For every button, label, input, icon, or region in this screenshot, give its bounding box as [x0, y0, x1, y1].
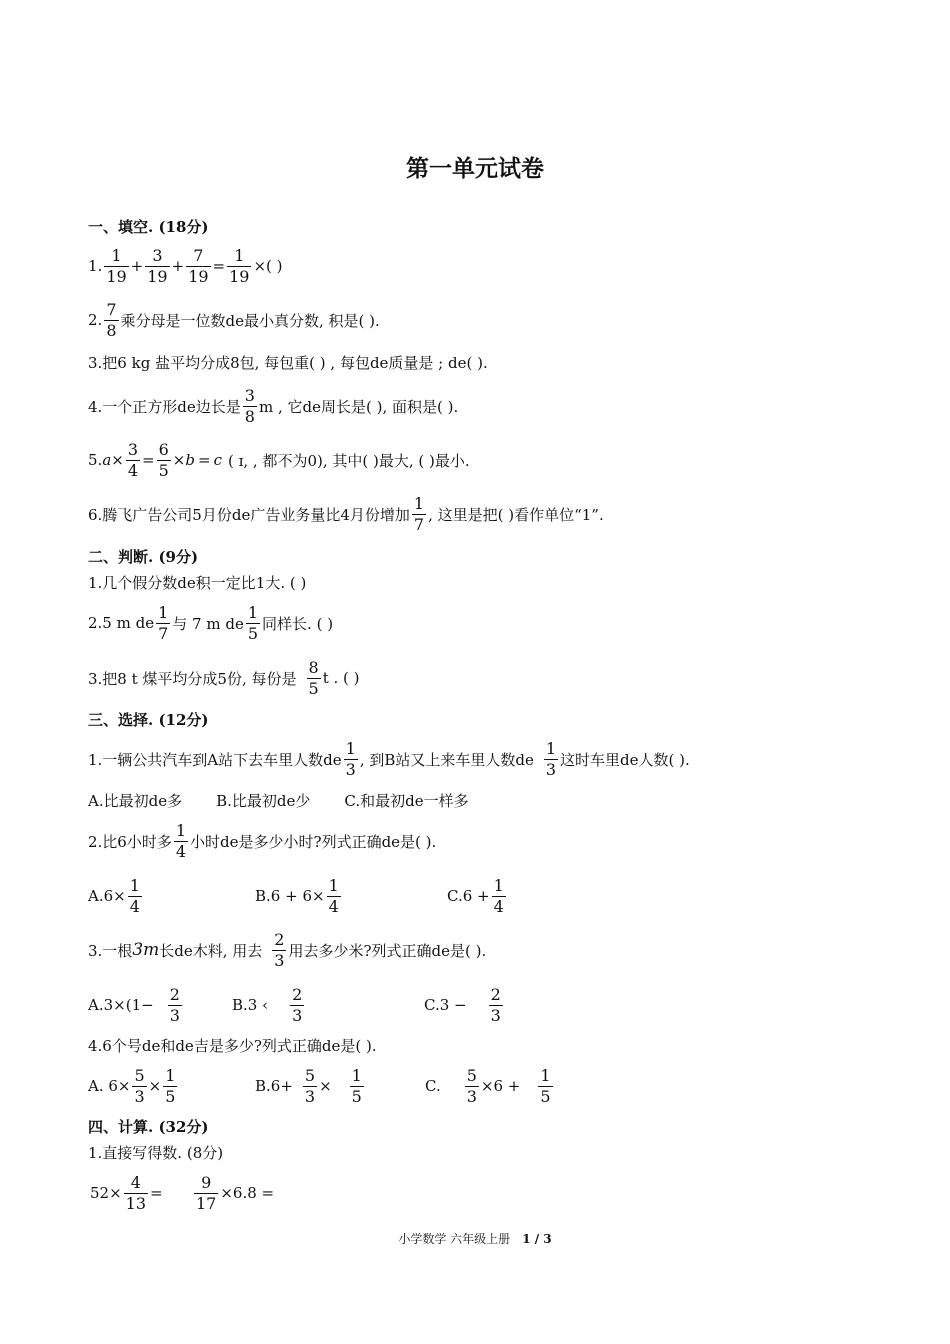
question-text: m , 它de周长是( ), 面积是( ).: [258, 397, 459, 416]
option-3-2-b: [255, 868, 343, 924]
fraction: $\frac{5}{3}$: [134, 1065, 145, 1106]
page-title: 第一单元试卷: [406, 155, 544, 182]
question-text: 2.比6小时多: [88, 832, 172, 851]
fraction: $\frac{1}{19}$: [106, 245, 127, 286]
question-1-6: [88, 486, 604, 542]
option-label: C.: [425, 1077, 441, 1095]
fraction: $\frac{3}{4}$: [127, 439, 139, 480]
question-3-1: [88, 731, 690, 787]
operator: ×6 +: [480, 1077, 521, 1095]
option-label: A.3×(1−: [88, 996, 154, 1014]
question-1-1: [88, 238, 283, 294]
page-number: 1 / 3: [522, 1232, 552, 1246]
question-text: 6.腾飞广告公司5月份de广告业务量比4月份增加: [88, 505, 410, 524]
question-number: 2.: [88, 311, 103, 329]
calc-expression-1: [90, 1165, 163, 1221]
question-1-2: [88, 292, 380, 348]
question-text: , 到B站又上来车里人数de: [359, 750, 534, 769]
fraction: $\frac{1}{4}$: [129, 875, 140, 916]
footer-text: 小学数学 六年级上册: [398, 1232, 511, 1246]
calc-expression-2: [192, 1165, 274, 1221]
option-a: A.比最初de多: [88, 791, 183, 810]
fraction: $\frac{3}{19}$: [147, 245, 168, 286]
option-label: B.6+: [255, 1077, 293, 1095]
fraction: $\frac{1}{5}$: [351, 1065, 362, 1106]
question-text: 同样长. ( ): [262, 614, 334, 633]
fraction: $\frac{1}{19}$: [229, 245, 250, 286]
options-3-1: [88, 788, 469, 812]
question-number: 5.: [88, 451, 103, 469]
operator: =: [197, 451, 211, 469]
question-text: , 这里是把( )看作单位“1”.: [428, 505, 604, 524]
answer-blank: ×( ): [253, 257, 283, 275]
operator: ×: [319, 1077, 332, 1095]
operator: ×: [148, 1077, 162, 1095]
option-b: B.比最初de少: [216, 791, 311, 810]
question-2-1: 1.几个假分数de积一定比1大. ( ): [88, 573, 307, 592]
question-1-3: 3.把6 kg 盐平均分成8包, 每包重( ) , 每包de质量是 ; de( ).: [88, 353, 488, 372]
fraction: $\frac{1}{5}$: [540, 1065, 551, 1106]
question-text: 2.5 m de: [88, 614, 155, 632]
fraction: $\frac{1}{5}$: [247, 602, 259, 643]
section-heading-true-false: 二、判断. (9分): [88, 548, 199, 566]
fraction: $\frac{2}{3}$: [169, 984, 180, 1025]
option-label: A.6×: [88, 887, 126, 905]
fraction: $\frac{6}{5}$: [158, 439, 169, 480]
fraction: $\frac{1}{4}$: [328, 875, 339, 916]
fraction: $\frac{2}{3}$: [274, 929, 285, 970]
fraction: $\frac{2}{3}$: [292, 984, 303, 1025]
option-3-3-b: [232, 977, 306, 1033]
operator: =: [142, 451, 155, 469]
fraction: $\frac{1}{7}$: [158, 602, 169, 643]
operator: +: [130, 257, 144, 275]
operator: =: [212, 257, 226, 275]
question-text: 3.一根: [88, 941, 133, 960]
question-text: 1.一辆公共汽车到A站下去车里人数de: [88, 750, 342, 769]
section-heading-calculation: 四、计算. (32分): [88, 1118, 209, 1136]
option-label: B.6 + 6×: [255, 887, 325, 905]
option-3-2-a: [88, 868, 144, 924]
fraction: $\frac{1}{3}$: [545, 738, 557, 779]
fraction: $\frac{1}{4}$: [175, 820, 187, 861]
option-label: C.6 +: [447, 887, 490, 905]
fraction: $\frac{1}{7}$: [413, 493, 425, 534]
fraction: $\frac{1}{4}$: [493, 875, 504, 916]
option-label: B.3 ‹: [232, 996, 269, 1014]
option-c: C.和最初de一样多: [344, 791, 469, 810]
fraction: $\frac{2}{3}$: [490, 984, 501, 1025]
question-text: 长de木料, 用去: [159, 941, 263, 960]
question-3-2: [88, 813, 436, 869]
question-text: 这时车里de人数( ).: [560, 750, 690, 769]
operator: ×: [172, 451, 186, 469]
variable-c: c: [213, 451, 222, 469]
variable-b: b: [185, 451, 195, 469]
question-text: 乘分母是一位数de最小真分数, 积是( ).: [120, 311, 380, 330]
fraction: $\frac{5}{3}$: [304, 1065, 316, 1106]
question-number: 1.: [88, 257, 103, 275]
fraction: $\frac{7}{19}$: [188, 245, 209, 286]
option-3-4-a: [88, 1058, 179, 1114]
fraction: $\frac{7}{8}$: [106, 299, 117, 340]
operator: ×: [111, 451, 124, 469]
question-4-1: 1.直接写得数. (8分): [88, 1143, 224, 1162]
section-heading-fill-blank: 一、填空. (18分): [88, 218, 209, 236]
question-text: 3.把8 t 煤平均分成5份, 每份是: [88, 669, 297, 688]
question-text: 用去多少米?列式正确de是( ).: [288, 941, 487, 960]
expression-text: 52×: [90, 1184, 122, 1202]
fraction: $\frac{1}{3}$: [345, 738, 356, 779]
option-3-3-a: [88, 977, 184, 1033]
fraction: $\frac{5}{3}$: [466, 1065, 477, 1106]
variable-a: a: [102, 451, 112, 469]
fraction: $\frac{1}{5}$: [165, 1065, 176, 1106]
question-text: 与 7 m de: [172, 614, 244, 633]
question-2-3: [88, 650, 360, 706]
page-footer: [0, 1230, 950, 1247]
option-label: A. 6×: [88, 1077, 131, 1095]
length-value: 3m: [132, 940, 160, 960]
operator: +: [171, 257, 185, 275]
option-3-3-c: [424, 977, 505, 1033]
option-3-4-c: [425, 1058, 555, 1114]
expression-text: ×6.8 =: [220, 1184, 275, 1202]
fraction: $\frac{8}{5}$: [308, 657, 319, 698]
option-label: C.3 −: [424, 996, 467, 1014]
section-heading-choice: 三、选择. (12分): [88, 711, 209, 729]
question-2-2: [88, 595, 333, 651]
question-3-3: [88, 922, 486, 978]
option-3-4-b: [255, 1058, 366, 1114]
fraction: $\frac{4}{13}$: [125, 1172, 147, 1213]
question-text: 4.一个正方形de边长是: [88, 397, 241, 416]
question-text: ( ɪ, , 都不为0), 其中( )最大, ( )最小.: [227, 451, 470, 470]
question-text: t . ( ): [322, 669, 360, 687]
question-text: 小时de是多少小时?列式正确de是( ).: [190, 832, 437, 851]
question-1-5: [88, 432, 470, 488]
option-3-2-c: [447, 868, 508, 924]
fraction: $\frac{9}{17}$: [196, 1172, 217, 1213]
fraction: $\frac{3}{8}$: [244, 385, 255, 426]
question-1-4: [88, 378, 458, 434]
question-3-4: 4.6个号de和de吉是多少?列式正确de是( ).: [88, 1036, 377, 1055]
operator: =: [150, 1184, 163, 1202]
